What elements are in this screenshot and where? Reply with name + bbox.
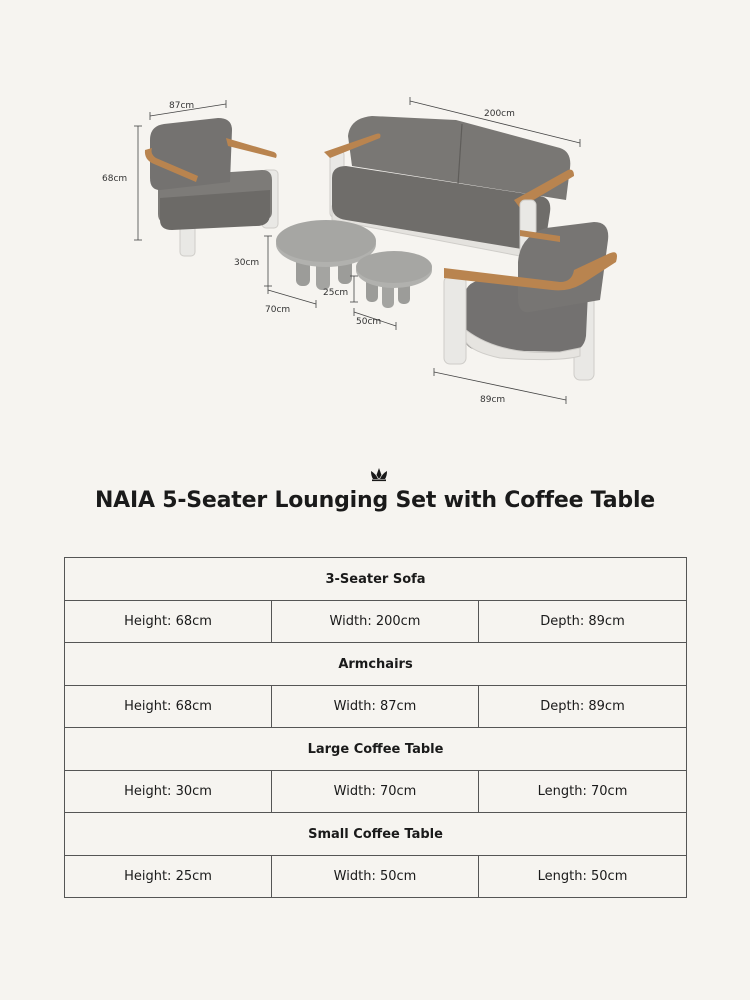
table-cell: Height: 25cm <box>65 856 272 898</box>
dimension-68cm <box>102 126 142 240</box>
dimension-70cm <box>265 286 316 315</box>
section-heading: Small Coffee Table <box>65 813 687 856</box>
table-cell: Length: 50cm <box>479 856 687 898</box>
table-section-row <box>65 643 687 686</box>
dimension-87cm <box>150 100 226 120</box>
furniture-set-illustration <box>0 0 750 440</box>
section-heading: 3-Seater Sofa <box>65 558 687 601</box>
table-cell: Length: 70cm <box>479 771 687 813</box>
table-cell: Height: 68cm <box>65 601 272 643</box>
label-small-table-height: 25cm <box>323 288 349 298</box>
label-small-table-width: 50cm <box>356 317 382 327</box>
label-large-table-height: 30cm <box>234 258 260 268</box>
table-row <box>65 856 687 898</box>
table-cell: Depth: 89cm <box>479 601 687 643</box>
crown-lotus-icon <box>368 466 390 482</box>
left-armchair <box>145 118 278 256</box>
large-coffee-table <box>276 220 376 290</box>
page-title: NAIA 5-Seater Lounging Set with Coffee Table <box>94 488 656 513</box>
table-row <box>65 771 687 813</box>
table-cell: Depth: 89cm <box>479 686 687 728</box>
table-section-row <box>65 728 687 771</box>
dimension-30cm <box>234 236 272 286</box>
table-cell: Width: 50cm <box>272 856 479 898</box>
table-cell: Height: 68cm <box>65 686 272 728</box>
label-large-table-width: 70cm <box>265 305 291 315</box>
dimension-89cm <box>434 368 566 405</box>
table-cell: Width: 200cm <box>272 601 479 643</box>
label-depth: 89cm <box>480 395 506 405</box>
table-cell: Width: 87cm <box>272 686 479 728</box>
table-cell: Height: 30cm <box>65 771 272 813</box>
label-sofa-width: 200cm <box>484 109 515 119</box>
section-heading: Armchairs <box>65 643 687 686</box>
table-section-row <box>65 813 687 856</box>
dimension-50cm <box>354 308 396 330</box>
table-section-row <box>65 558 687 601</box>
table-row <box>65 601 687 643</box>
label-armchair-height: 68cm <box>102 174 128 184</box>
small-coffee-table <box>356 251 432 308</box>
table-row <box>65 686 687 728</box>
section-heading: Large Coffee Table <box>65 728 687 771</box>
dimensions-table <box>64 557 687 898</box>
label-armchair-width: 87cm <box>169 101 195 111</box>
table-cell: Width: 70cm <box>272 771 479 813</box>
